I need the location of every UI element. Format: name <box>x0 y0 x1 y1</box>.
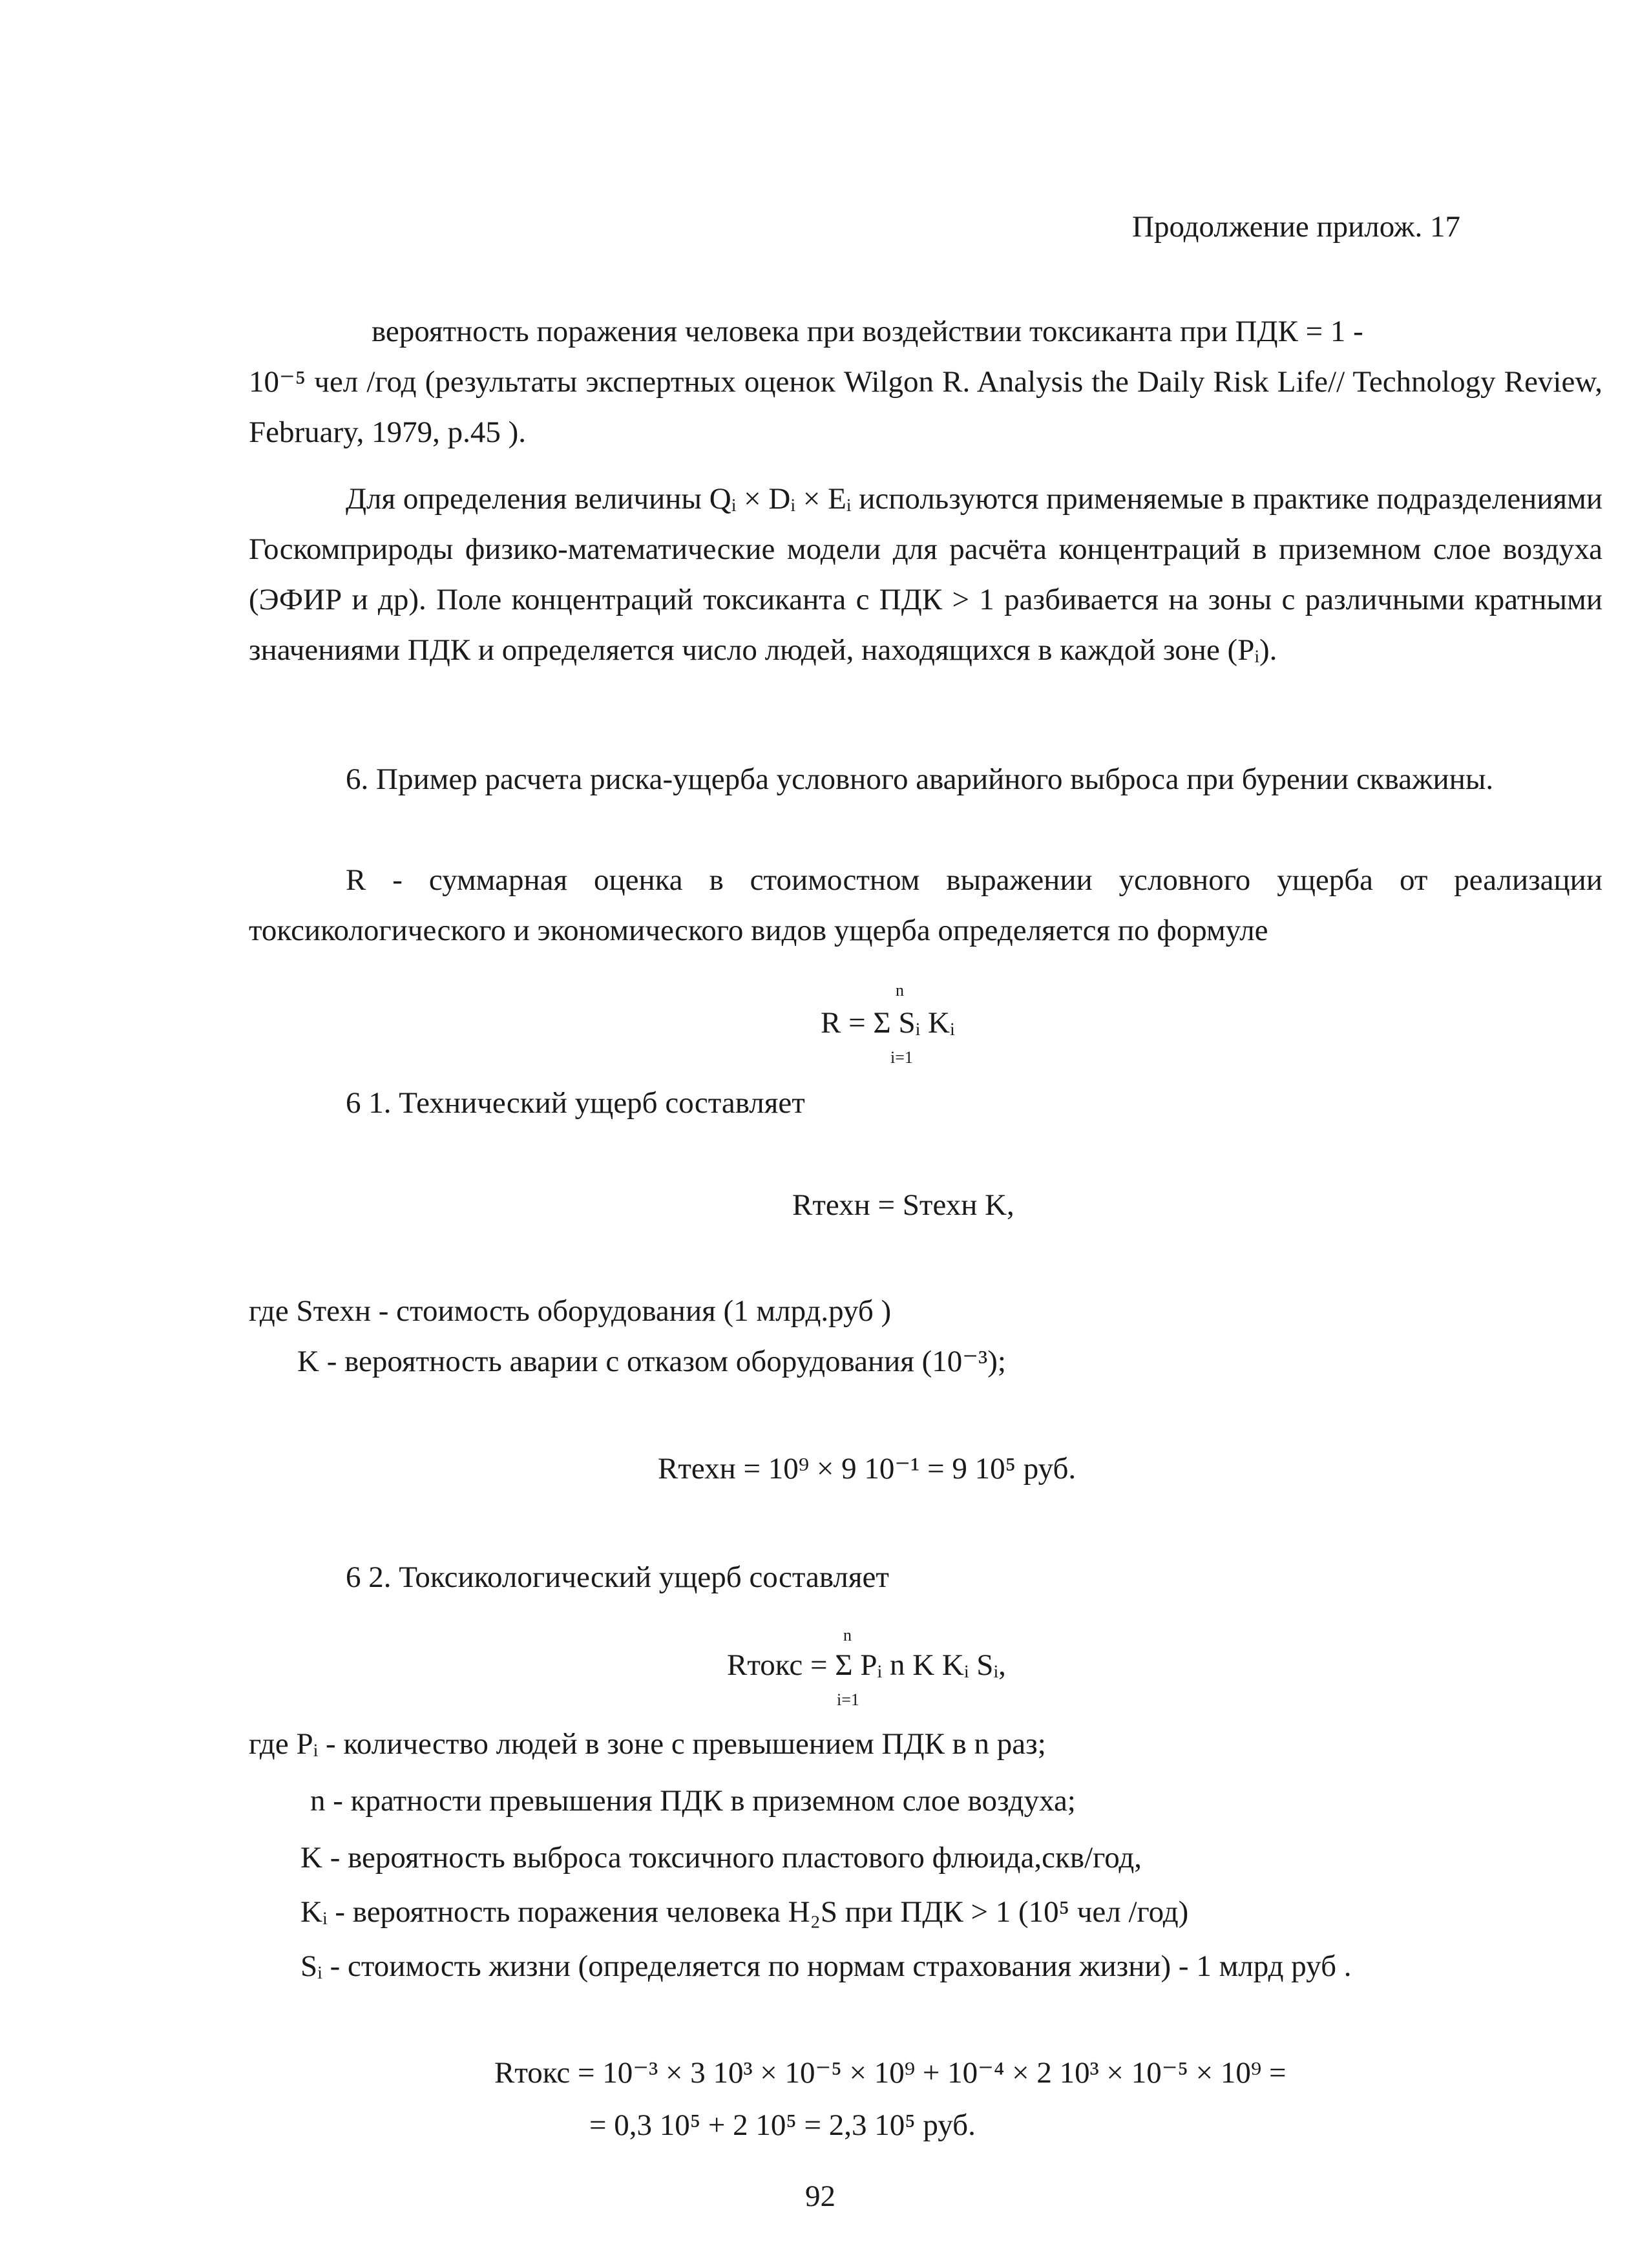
definition-k: K - вероятность выброса токсичного пластового флюида,скв/год, <box>300 1841 1142 1874</box>
page-number: 92 <box>805 2179 835 2213</box>
paragraph-r-definition: R - суммарная оценка в стоимостном выражении условного ущерба от реализации токсикологического и экономического видов ущерба определяется по формуле <box>249 863 1602 947</box>
definition-si: Sᵢ - стоимость жизни (определяется по нормам страхования жизни) - 1 млрд руб . <box>300 1949 1352 1983</box>
formula-technical: Rтехн = Sтехн K, <box>792 1188 1014 1222</box>
formula-r: R = Σ Sᵢ Kᵢ <box>821 1006 955 1040</box>
calc-toxicological-line-1: Rтокс = 10⁻³ × 3 10³ × 10⁻⁵ × 10⁹ + 10⁻⁴ × 2 10³ × 10⁻⁵ × 10⁹ = <box>494 2056 1287 2090</box>
section-6-1-heading: 6 1. Технический ущерб составляет <box>346 1086 805 1120</box>
formula-tox-upper-limit: n <box>843 1626 852 1644</box>
where-failure-probability: K - вероятность аварии с отказом оборудования (10⁻³); <box>297 1345 1006 1378</box>
calc-toxicological-line-2: = 0,3 10⁵ + 2 10⁵ = 2,3 10⁵ руб. <box>589 2108 976 2142</box>
intro-line-2: 10⁻⁵ чел /год (результаты экспертных оценок Wilgon R. Analysis the Daily Risk Life// Technology Review, February, 1979, p.45 ). <box>249 365 1602 449</box>
formula-r-upper-limit: n <box>896 981 904 1000</box>
calc-technical: Rтехн = 10⁹ × 9 10⁻¹ = 9 10⁵ руб. <box>658 1452 1077 1486</box>
formula-toxicological: Rтокс = Σ Pᵢ n K Kᵢ Sᵢ, <box>727 1648 1006 1682</box>
section-6-2-heading: 6 2. Токсикологический ущерб составляет <box>346 1560 889 1594</box>
paragraph-qde: Для определения величины Qᵢ × Dᵢ × Eᵢ используются применяемые в практике подразделениями Госкомприроды физико-математические модели для расчёта концентраций в приземном слое воздуха (ЭФИР и др). Поле концентраций токсиканта с ПДК > 1 разбивается на зоны с различными кратными значениями ПДК и определяется число людей, находящихся в каждой зоне (Pᵢ). <box>249 482 1602 667</box>
section-6-heading: 6. Пример расчета риска-ущерба условного аварийного выброса при бурении скважины. <box>346 762 1494 796</box>
formula-tox-lower-limit: i=1 <box>837 1690 859 1709</box>
continuation-header: Продолжение прилож. 17 <box>1132 210 1461 244</box>
where-equipment-cost: где Sтехн - стоимость оборудования (1 млрд.руб ) <box>249 1294 892 1328</box>
definition-pi: где Pᵢ - количество людей в зоне с превышением ПДК в n раз; <box>249 1727 1046 1761</box>
definition-n: n - кратности превышения ПДК в приземном слое воздуха; <box>310 1784 1076 1818</box>
formula-r-lower-limit: i=1 <box>890 1048 913 1067</box>
intro-line-1: вероятность поражения человека при воздействии токсиканта при ПДК = 1 - <box>372 315 1363 348</box>
definition-ki: Kᵢ - вероятность поражения человека H₂S при ПДК > 1 (10⁵ чел /год) <box>300 1895 1189 1929</box>
